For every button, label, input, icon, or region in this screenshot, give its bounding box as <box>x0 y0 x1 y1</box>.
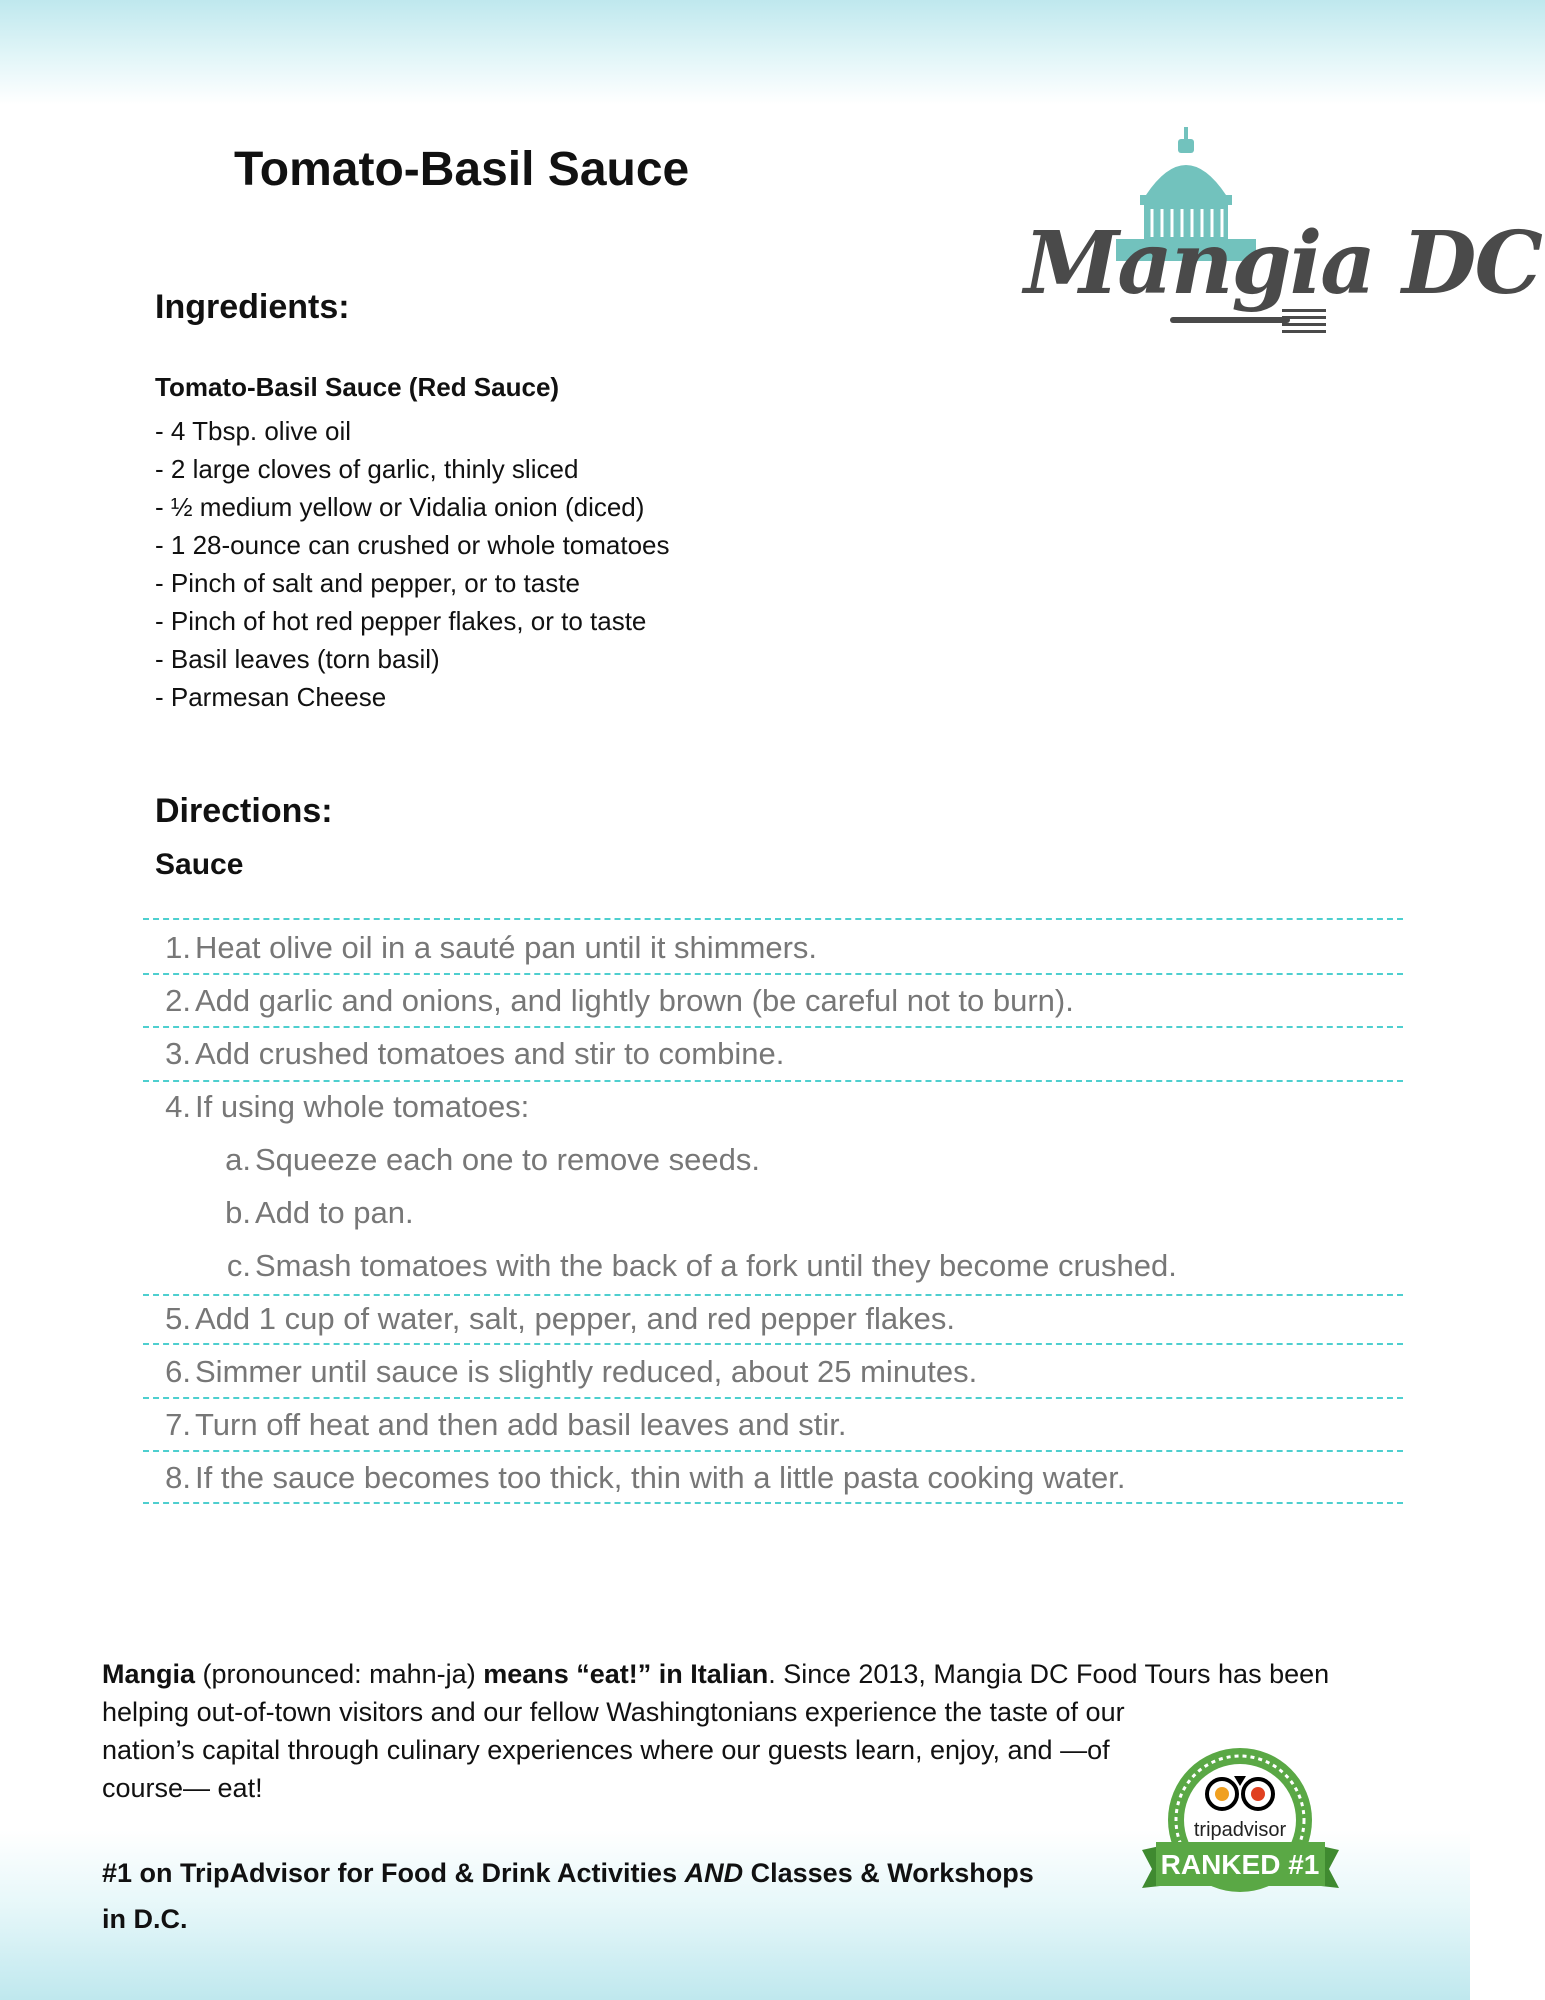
step-number: 2. <box>165 983 191 1018</box>
about-line-3: nation’s capital through culinary experiences where our guests learn, enjoy, and —of <box>102 1735 1110 1765</box>
tripadvisor-ranking <box>102 1850 1052 1942</box>
step-1 <box>143 921 1403 974</box>
step-text: Smash tomatoes with the back of a fork until they become crushed. <box>255 1248 1177 1283</box>
step-text: Add garlic and onions, and lightly brown (be careful not to burn). <box>195 983 1074 1018</box>
ranking-part-2: Classes & Workshops in D.C. <box>102 1858 1034 1934</box>
step-number: 3. <box>165 1036 191 1071</box>
dashed-divider <box>143 918 1403 920</box>
step-5 <box>143 1292 1403 1345</box>
brand-word: Mangia <box>102 1659 196 1689</box>
step-4b <box>143 1186 1403 1239</box>
ingredient-item: - Parmesan Cheese <box>155 682 387 712</box>
ingredient-item: - ½ medium yellow or Vidalia onion (diced) <box>155 492 645 522</box>
about-line-1 <box>102 1655 1362 1693</box>
meaning: means “eat!” in Italian <box>483 1659 769 1689</box>
step-text: Heat olive oil in a sauté pan until it shimmers. <box>195 930 818 965</box>
step-3 <box>143 1027 1403 1080</box>
step-number: 8. <box>165 1460 191 1495</box>
ingredient-item: - Basil leaves (torn basil) <box>155 644 440 674</box>
tripadvisor-badge <box>1138 1742 1343 1912</box>
step-text: Add to pan. <box>255 1195 414 1230</box>
step-text: Squeeze each one to remove seeds. <box>255 1142 760 1177</box>
badge-label: RANKED #1 <box>1160 1849 1320 1880</box>
step-number: c. <box>226 1248 251 1283</box>
mangia-dc-logo <box>1020 125 1541 340</box>
step-number: 5. <box>165 1301 191 1336</box>
dashed-divider <box>143 1502 1403 1504</box>
step-number: a. <box>225 1142 251 1177</box>
top-gradient-band <box>0 0 1545 105</box>
ingredient-item: - Pinch of hot red pepper flakes, or to taste <box>155 606 647 636</box>
ingredient-item: - Pinch of salt and pepper, or to taste <box>155 568 580 598</box>
step-4 <box>143 1080 1403 1133</box>
step-4a <box>143 1133 1403 1186</box>
ranking-and: AND <box>684 1858 744 1888</box>
badge-brand: tripadvisor <box>1193 1819 1287 1841</box>
ingredients-list <box>155 412 670 716</box>
step-number: 1. <box>165 930 191 965</box>
about-line-1-rest: . Since 2013, Mangia DC Food Tours has been <box>768 1659 1330 1689</box>
step-text: Turn off heat and then add basil leaves and stir. <box>195 1407 847 1442</box>
ingredient-item: - 2 large cloves of garlic, thinly sliced <box>155 454 579 484</box>
about-line-4: course— eat! <box>102 1773 263 1803</box>
pronunciation: (pronounced: mahn-ja) <box>202 1659 476 1689</box>
ranking-part-1: #1 on TripAdvisor for Food & Drink Activities <box>102 1858 678 1888</box>
directions-subheading: Sauce <box>155 848 244 881</box>
ingredient-item: - 4 Tbsp. olive oil <box>155 416 352 446</box>
step-2 <box>143 974 1403 1027</box>
step-text: Simmer until sauce is slightly reduced, about 25 minutes. <box>195 1354 978 1389</box>
step-4c <box>143 1239 1403 1292</box>
step-8 <box>143 1451 1403 1504</box>
step-number: 4. <box>165 1089 191 1124</box>
step-6 <box>143 1345 1403 1398</box>
step-text: If using whole tomatoes: <box>195 1089 530 1124</box>
page-title: Tomato-Basil Sauce <box>234 143 690 196</box>
step-text: If the sauce becomes too thick, thin with a little pasta cooking water. <box>195 1460 1126 1495</box>
step-text: Add crushed tomatoes and stir to combine. <box>195 1036 785 1071</box>
ingredients-heading: Ingredients: <box>155 288 350 326</box>
ingredients-subheading: Tomato-Basil Sauce (Red Sauce) <box>155 372 560 402</box>
ingredient-item: - 1 28-ounce can crushed or whole tomatoes <box>155 530 670 560</box>
step-number: 7. <box>165 1407 191 1442</box>
step-number: b. <box>225 1195 251 1230</box>
logo-wordmark: Mangia DC <box>1024 213 1541 314</box>
about-line-2: helping out-of-town visitors and our fellow Washingtonians experience the taste of our <box>102 1697 1125 1727</box>
step-number: 6. <box>165 1354 191 1389</box>
step-text: Add 1 cup of water, salt, pepper, and red pepper flakes. <box>195 1301 955 1336</box>
directions-heading: Directions: <box>155 792 333 830</box>
step-7 <box>143 1398 1403 1451</box>
